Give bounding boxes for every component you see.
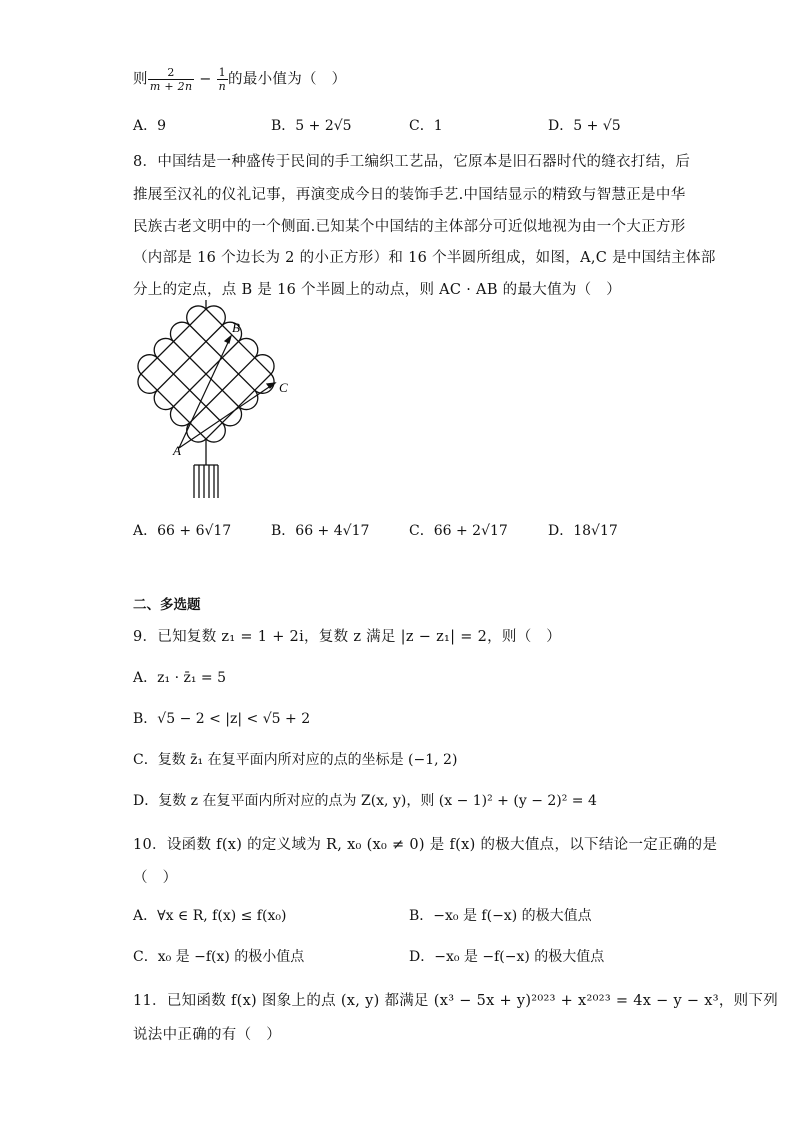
- q10-stem: 10．设函数 f(x) 的定义域为 R, x₀ (x₀ ≠ 0) 是 f(x) 的极大值点，以下结论一定正确的是: [133, 837, 718, 853]
- option-label: B．: [409, 908, 434, 924]
- q7-stem-suffix: 的最小值为（ ）: [228, 71, 347, 88]
- option-label: D．: [133, 793, 159, 809]
- q8-stem-line-4: （内部是 16 个边长为 2 的小正方形）和 16 个半圆所组成，如图，A,C 是中国结主体部: [133, 250, 716, 266]
- q9-option-b[interactable]: [133, 708, 310, 728]
- q7-option-c[interactable]: [409, 115, 443, 135]
- q8-stem-line-2: 推展至汉礼的仪礼记事，再演变成今日的装饰手艺.中国结显示的精致与智慧正是中华: [133, 187, 686, 203]
- q8-chinese-knot-figure: [128, 300, 298, 505]
- option-label: D．: [548, 523, 574, 539]
- option-label: A．: [133, 670, 158, 686]
- option-label: C．: [409, 118, 434, 134]
- option-label: C．: [409, 523, 434, 539]
- option-text: −x₀ 是 f(−x) 的极大值点: [433, 908, 592, 924]
- option-label: C．: [133, 752, 158, 768]
- point-a-label: A: [173, 443, 181, 458]
- q7-frac1-numerator: 2: [148, 66, 195, 80]
- option-label: B．: [271, 523, 296, 539]
- q10-stem-2: （ ）: [133, 870, 178, 886]
- option-label: A．: [133, 523, 158, 539]
- option-text: 1: [433, 118, 443, 134]
- option-label: B．: [133, 711, 158, 727]
- q7-frac2-numerator: 1: [217, 66, 228, 80]
- q9-option-d[interactable]: [133, 790, 597, 810]
- option-label: A．: [133, 908, 158, 924]
- q7-stem-prefix: 则: [133, 71, 148, 88]
- option-text: 18√17: [573, 523, 618, 539]
- q8-option-c[interactable]: [409, 520, 508, 540]
- option-text: −x₀ 是 −f(−x) 的极大值点: [434, 949, 605, 965]
- q7-minus: −: [194, 71, 217, 88]
- point-b-label: B: [232, 320, 240, 335]
- q9-stem: 9．已知复数 z₁ = 1 + 2i，复数 z 满足 |z − z₁| = 2，则（ ）: [133, 629, 562, 645]
- option-label: B．: [271, 118, 296, 134]
- option-text: 5 + 2√5: [295, 118, 352, 134]
- q11-stem-2: 说法中正确的有（ ）: [133, 1027, 281, 1043]
- option-text: 5 + √5: [573, 118, 621, 134]
- q8-option-d[interactable]: [548, 520, 618, 540]
- option-text: ∀x ∈ R, f(x) ≤ f(x₀): [157, 908, 287, 924]
- option-label: D．: [548, 118, 574, 134]
- option-text: 66 + 4√17: [295, 523, 370, 539]
- q10-option-b[interactable]: [409, 905, 592, 925]
- q8-stem-line-5: 分上的定点，点 B 是 16 个半圆上的动点，则 AC · AB 的最大值为（ ）: [133, 282, 622, 298]
- option-text: √5 − 2 < |z| < √5 + 2: [157, 711, 311, 727]
- option-text: 66 + 2√17: [433, 523, 508, 539]
- q10-option-a[interactable]: [133, 905, 286, 925]
- q9-option-c[interactable]: [133, 749, 457, 769]
- section-title-multiple-choice: 二、多选题: [133, 597, 201, 613]
- q8-stem-line-1: 8．中国结是一种盛传于民间的手工编织工艺品，它原本是旧石器时代的缝衣打结，后: [133, 154, 691, 170]
- option-text: 9: [157, 118, 167, 134]
- point-c-label: C: [279, 380, 288, 395]
- option-text: z₁ · z̄₁ = 5: [157, 670, 226, 686]
- option-label: C．: [133, 949, 158, 965]
- option-label: A．: [133, 118, 158, 134]
- q7-stem: [133, 66, 346, 93]
- option-text: 复数 z̄₁ 在复平面内所对应的点的坐标是 (−1, 2): [157, 752, 458, 768]
- q7-option-a[interactable]: [133, 115, 166, 135]
- option-text: 复数 z 在复平面内所对应的点为 Z(x, y)，则 (x − 1)² + (y − 2)² = 4: [158, 793, 597, 809]
- q7-frac1-denominator: m + 2n: [149, 80, 193, 93]
- q7-frac2-denominator: n: [218, 80, 227, 93]
- option-text: 66 + 6√17: [157, 523, 232, 539]
- q10-option-c[interactable]: [133, 946, 304, 966]
- q7-option-b[interactable]: [271, 115, 352, 135]
- q7-fraction-2: [217, 66, 228, 93]
- q8-option-a[interactable]: [133, 520, 231, 540]
- q7-option-d[interactable]: [548, 115, 621, 135]
- option-label: D．: [409, 949, 435, 965]
- option-text: x₀ 是 −f(x) 的极小值点: [157, 949, 305, 965]
- q9-option-a[interactable]: [133, 667, 226, 687]
- q7-fraction-1: [148, 66, 195, 93]
- q8-option-b[interactable]: [271, 520, 369, 540]
- q8-stem-line-3: 民族古老文明中的一个侧面.已知某个中国结的主体部分可近似地视为由一个大正方形: [133, 219, 686, 235]
- q10-option-d[interactable]: [409, 946, 604, 966]
- q11-stem: 11．已知函数 f(x) 图象上的点 (x, y) 都满足 (x³ − 5x + y)²⁰²³ + x²⁰²³ = 4x − y − x³，则下列: [133, 993, 779, 1009]
